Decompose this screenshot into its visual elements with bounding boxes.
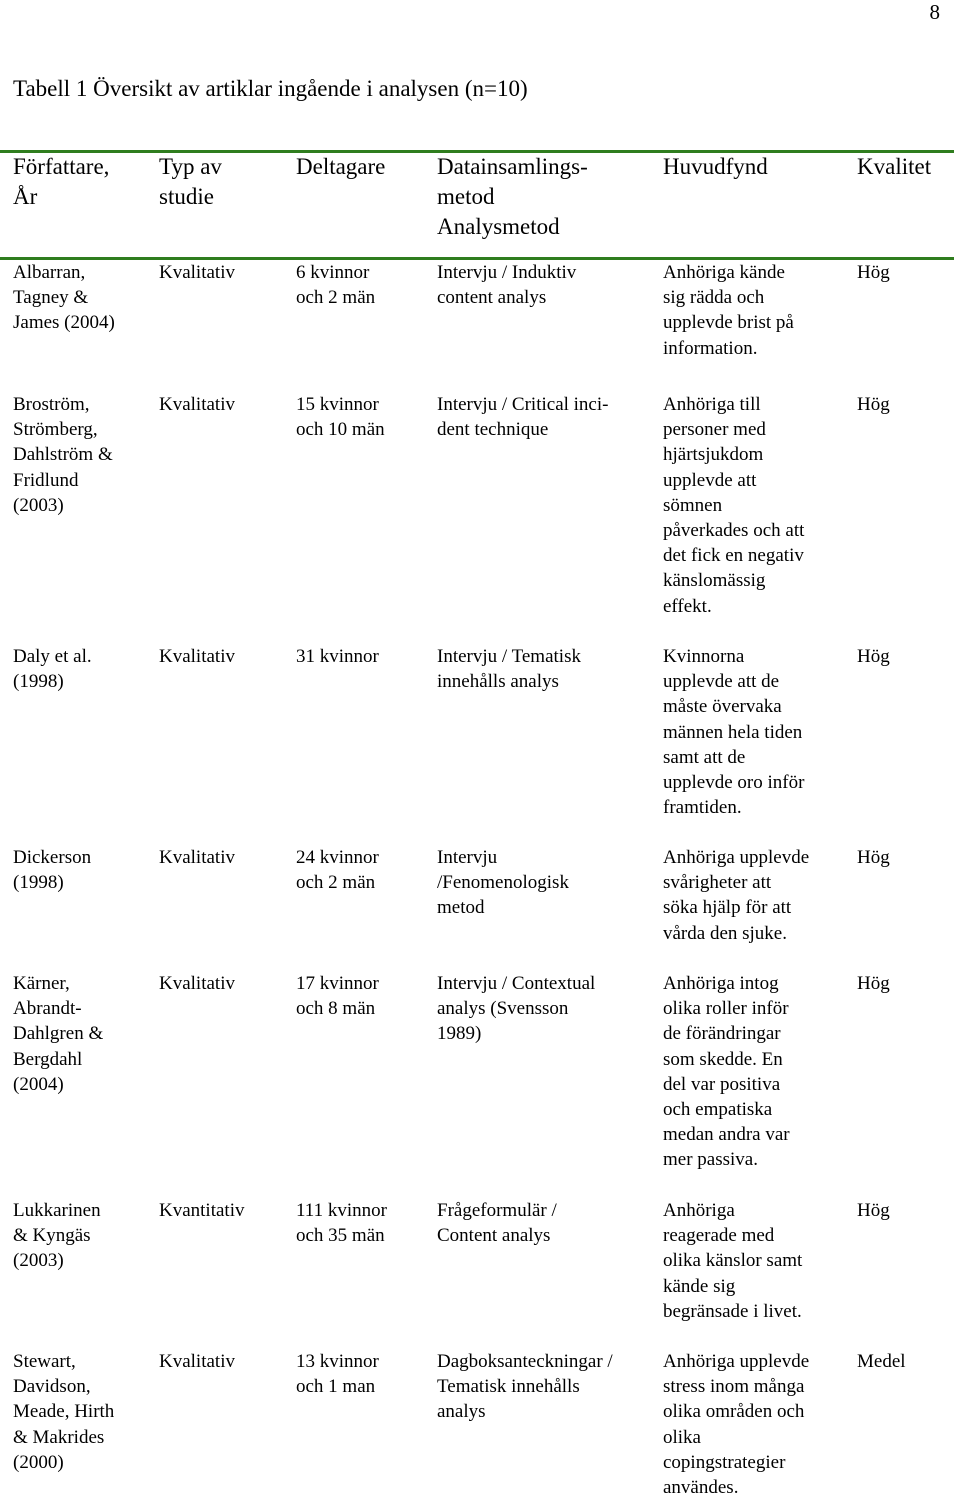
- cell-study-type: Kvalitativ: [159, 262, 235, 283]
- cell-findings: Anhöriga upplevde svårigheter att söka hjälp för att vårda den sjuke.: [663, 847, 810, 944]
- cell-study-type: Kvantitativ: [159, 1200, 245, 1221]
- cell-author: Stewart, Davidson, Meade, Hirth & Makrides (2000): [13, 1351, 115, 1473]
- cell-quality: Hög: [857, 847, 890, 868]
- cell-author: Kärner, Abrandt- Dahlgren & Bergdahl (2004): [13, 973, 104, 1095]
- cell-method: Frågeformulär / Content analys: [437, 1200, 557, 1247]
- cell-author: Lukkarinen & Kyngäs (2003): [13, 1200, 101, 1272]
- cell-findings: Anhöriga till personer med hjärtsjukdom upplevde att sömnen påverkades och att det fick en negativ känslomässig effekt.: [663, 394, 805, 617]
- header-method: Datainsamlings- metod Analysmetod: [437, 154, 588, 239]
- cell-author: Daly et al. (1998): [13, 646, 92, 693]
- cell-method: Intervju / Contextual analys (Svensson 1989): [437, 973, 596, 1045]
- cell-study-type: Kvalitativ: [159, 1351, 235, 1372]
- cell-quality: Hög: [857, 1200, 890, 1221]
- cell-quality: Hög: [857, 262, 890, 283]
- cell-participants: 24 kvinnor och 2 män: [296, 847, 379, 894]
- header-participants: Deltagare: [296, 154, 386, 179]
- cell-quality: Medel: [857, 1351, 906, 1372]
- header-study-type: Typ av studie: [159, 154, 222, 209]
- cell-participants: 6 kvinnor och 2 män: [296, 262, 376, 309]
- header-findings: Huvudfynd: [663, 154, 768, 179]
- table-header: [0, 152, 960, 258]
- cell-findings: Kvinnorna upplevde att de måste övervaka männen hela tiden samt att de upplevde oro inför framtiden.: [663, 646, 805, 819]
- cell-study-type: Kvalitativ: [159, 847, 235, 868]
- cell-quality: Hög: [857, 646, 890, 667]
- cell-findings: Anhöriga reagerade med olika känslor samt kände sig begränsade i livet.: [663, 1200, 803, 1322]
- cell-quality: Hög: [857, 394, 890, 415]
- cell-author: Dickerson (1998): [13, 847, 92, 894]
- cell-method: Intervju / Induktiv content analys: [437, 262, 577, 309]
- cell-method: Dagboksanteckningar / Tematisk innehålls analys: [437, 1351, 613, 1423]
- cell-method: Intervju /Fenomenologisk metod: [437, 847, 569, 919]
- cell-participants: 17 kvinnor och 8 män: [296, 973, 379, 1020]
- cell-study-type: Kvalitativ: [159, 646, 235, 667]
- cell-participants: 111 kvinnor och 35 män: [296, 1200, 387, 1247]
- header-author: Författare, År: [13, 154, 110, 209]
- header-quality: Kvalitet: [857, 154, 932, 179]
- table-caption: Tabell 1 Översikt av artiklar ingående i analysen (n=10): [13, 76, 528, 101]
- page-number: 8: [929, 0, 940, 24]
- cell-participants: 15 kvinnor och 10 män: [296, 394, 385, 441]
- cell-findings: Anhöriga intog olika roller inför de förändringar som skedde. En del var positiva och empatiska medan andra var mer passiva.: [663, 973, 790, 1171]
- cell-participants: 31 kvinnor: [296, 646, 379, 667]
- cell-study-type: Kvalitativ: [159, 394, 235, 415]
- cell-method: Intervju / Critical inci- dent technique: [437, 394, 609, 441]
- cell-author: Albarran, Tagney & James (2004): [13, 262, 115, 334]
- cell-findings: Anhöriga upplevde stress inom många olika områden och olika copingstrategier användes.: [663, 1351, 810, 1499]
- cell-quality: Hög: [857, 973, 890, 994]
- cell-author: Broström, Strömberg, Dahlström & Fridlund (2003): [13, 394, 113, 516]
- cell-participants: 13 kvinnor och 1 man: [296, 1351, 379, 1398]
- cell-findings: Anhöriga kände sig rädda och upplevde brist på information.: [663, 262, 794, 359]
- cell-method: Intervju / Tematisk innehålls analys: [437, 646, 581, 693]
- cell-study-type: Kvalitativ: [159, 973, 235, 994]
